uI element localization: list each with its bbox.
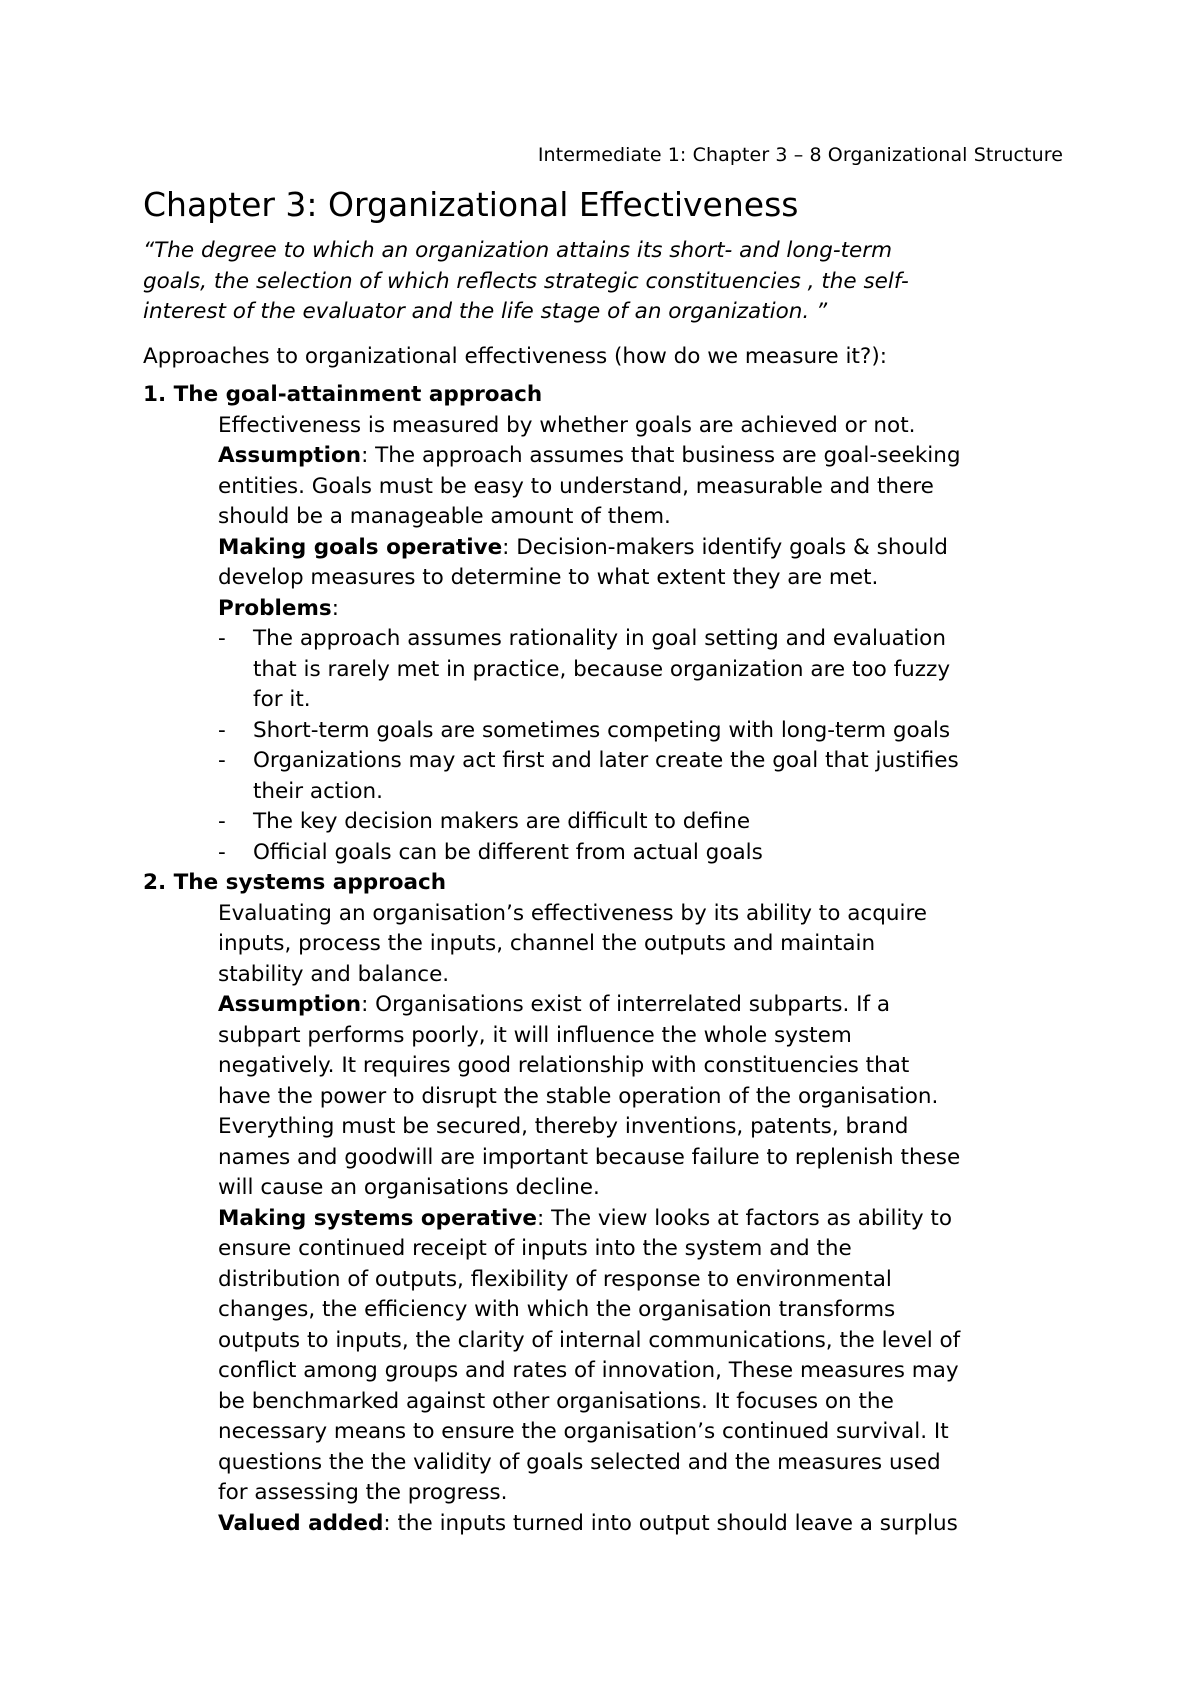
operative-line: necessary means to ensure the organisation’s continued survival. It	[218, 1419, 949, 1444]
running-header: Intermediate 1: Chapter 3 – 8 Organizational Structure	[537, 144, 1063, 166]
operative-line	[218, 1204, 1073, 1235]
operative-label: Making systems operative	[218, 1205, 538, 1231]
bullet-dash: -	[218, 839, 226, 865]
assumption-line: names and goodwill are important because failure to replenish these	[218, 1144, 961, 1170]
list-item	[218, 624, 1073, 716]
section-body	[143, 411, 1073, 869]
operative-line: outputs to inputs, the clarity of internal communications, the level of	[218, 1327, 961, 1353]
quote-line: interest of the evaluator and the life stage of an organization. ”	[143, 299, 828, 324]
assumption-line: subpart performs poorly, it will influence the whole system	[218, 1022, 852, 1048]
assumption-line: have the power to disrupt the stable operation of the organisation.	[218, 1083, 939, 1109]
section-body	[143, 899, 1073, 1540]
quote-line: goals, the selection of which reflects strategic constituencies , the self-	[143, 268, 909, 294]
bullet-line: Short-term goals are sometimes competing with long-term goals	[253, 717, 951, 743]
approaches-intro: Approaches to organizational effectiveness (how do we measure it?):	[143, 343, 887, 369]
bullet-dash: -	[218, 809, 226, 834]
operative-line: changes, the efficiency with which the organisation transforms	[218, 1297, 896, 1322]
definition-quote	[143, 236, 1073, 328]
assumption-line: should be a manageable amount of them.	[218, 504, 671, 529]
chapter-title: Chapter 3: Organizational Effectiveness	[143, 185, 799, 224]
section-goal-attainment	[143, 380, 1073, 868]
problems-colon: :	[331, 595, 339, 621]
definition-line: Effectiveness is measured by whether goals are achieved or not.	[218, 412, 916, 438]
operative-line	[218, 533, 1073, 564]
assumption-line: negatively. It requires good relationship with constituencies that	[218, 1053, 910, 1078]
bullet-line: for it.	[253, 687, 311, 712]
operative-line: conflict among groups and rates of innovation, These measures may	[218, 1358, 959, 1383]
problems-list	[218, 624, 1073, 868]
bullet-line: Organizations may act first and later create the goal that justifies	[253, 748, 959, 773]
operative-line: ensure continued receipt of inputs into the system and the	[218, 1236, 852, 1261]
problems-line	[218, 594, 1073, 625]
operative-label: Making goals operative	[218, 534, 503, 560]
assumption-line	[218, 441, 1073, 472]
assumption-line: Everything must be secured, thereby inventions, patents, brand	[218, 1114, 909, 1139]
quote-line: “The degree to which an organization attains its short- and long-term	[143, 238, 893, 263]
problems-label: Problems	[218, 595, 332, 621]
assumption-label: Assumption	[218, 992, 362, 1017]
operative-text: : The view looks at factors as ability to	[537, 1205, 953, 1231]
bullet-line: The key decision makers are difficult to define	[253, 809, 751, 834]
operative-line: questions the the validity of goals selected and the measures used	[218, 1449, 941, 1475]
bullet-line: The approach assumes rationality in goal setting and evaluation	[253, 626, 946, 651]
assumption-text: : The approach assumes that business are goal-seeking	[361, 443, 961, 468]
bullet-dash: -	[218, 626, 226, 651]
assumption-line: entities. Goals must be easy to understand, measurable and there	[218, 473, 934, 499]
bullet-line: that is rarely met in practice, because organization are too fuzzy	[253, 656, 951, 682]
operative-text: : Decision-makers identify goals & should	[502, 534, 948, 560]
operative-line: for assessing the progress.	[218, 1480, 508, 1505]
list-item	[218, 746, 1073, 807]
list-item	[218, 838, 1073, 869]
bullet-dash: -	[218, 717, 226, 743]
operative-line: be benchmarked against other organisations. It focuses on the	[218, 1388, 894, 1414]
bullet-line: their action.	[253, 778, 383, 804]
section-systems	[143, 868, 1073, 1539]
assumption-line: will cause an organisations decline.	[218, 1175, 600, 1200]
assumption-line	[218, 990, 1073, 1021]
bullet-dash: -	[218, 748, 226, 773]
definition-line: Evaluating an organisation’s effectiveness by its ability to acquire	[218, 900, 928, 926]
list-item	[218, 807, 1073, 838]
value-added-label: Valued added	[218, 1510, 384, 1536]
bullet-line: Official goals can be different from actual goals	[253, 839, 763, 865]
value-added-text: : the inputs turned into output should leave a surplus	[383, 1510, 958, 1536]
assumption-text: : Organisations exist of interrelated subparts. If a	[361, 992, 891, 1017]
operative-line: develop measures to determine to what extent they are met.	[218, 565, 879, 590]
definition-line: stability and balance.	[218, 961, 450, 987]
definition-line: inputs, process the inputs, channel the outputs and maintain	[218, 931, 876, 956]
value-added-line	[218, 1509, 1073, 1540]
operative-line: distribution of outputs, flexibility of response to environmental	[218, 1266, 892, 1292]
section-heading: 1. The goal-attainment approach	[143, 382, 543, 407]
document-body	[143, 182, 1073, 1539]
assumption-label: Assumption	[218, 443, 362, 468]
section-heading: 2. The systems approach	[143, 870, 447, 895]
list-item	[218, 716, 1073, 747]
